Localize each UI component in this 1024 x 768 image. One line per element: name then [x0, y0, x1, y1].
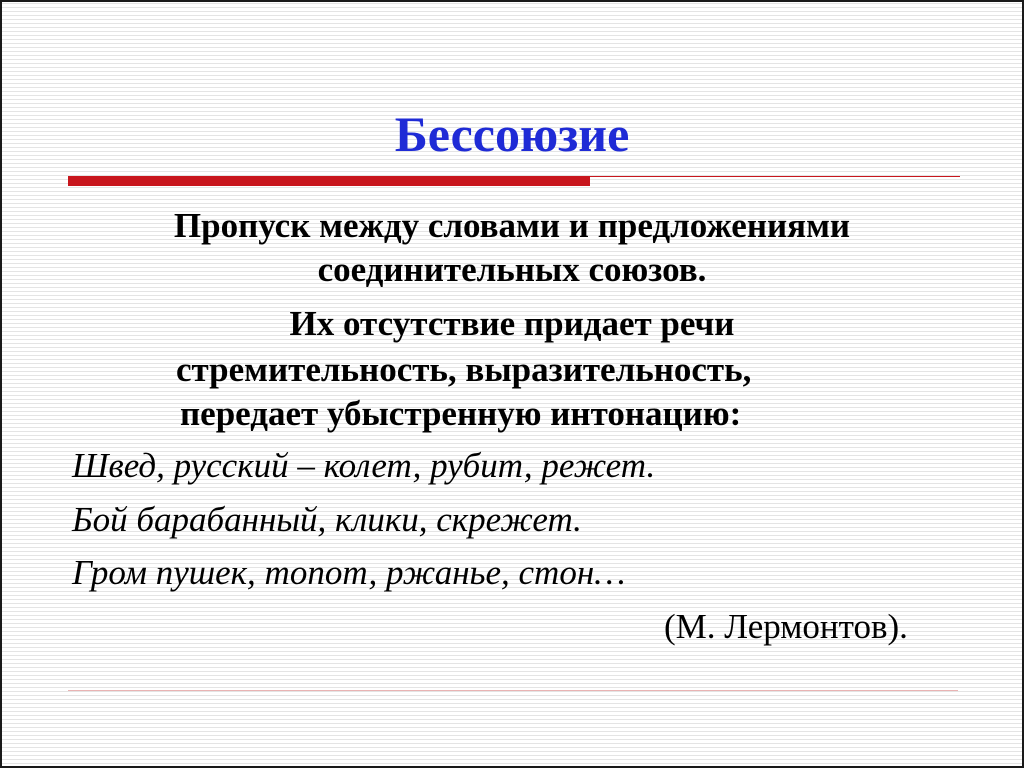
slide-title: Бессоюзие [394, 106, 630, 162]
effect-text-line-2: стремительность, выразительность, [176, 350, 752, 389]
example-verse-line-1: Швед, русский – колет, рубит, режет. [72, 446, 656, 485]
attribution: (М. Лермонтов). [664, 607, 908, 646]
title-underline-thin [590, 176, 960, 177]
example-verse-line-2: Бой барабанный, клики, скрежет. [72, 500, 582, 539]
definition-text: Пропуск между словами и предложениями соединительных союзов. [173, 206, 851, 289]
effect-text-line-1: Их отсутствие придает речи [289, 304, 735, 343]
title-underline-thick [68, 176, 590, 186]
effect-text-line-3: передает убыстренную интонацию: [180, 394, 742, 433]
footer-divider [68, 690, 958, 691]
example-verse-line-3: Гром пушек, топот, ржанье, стон… [72, 553, 626, 592]
